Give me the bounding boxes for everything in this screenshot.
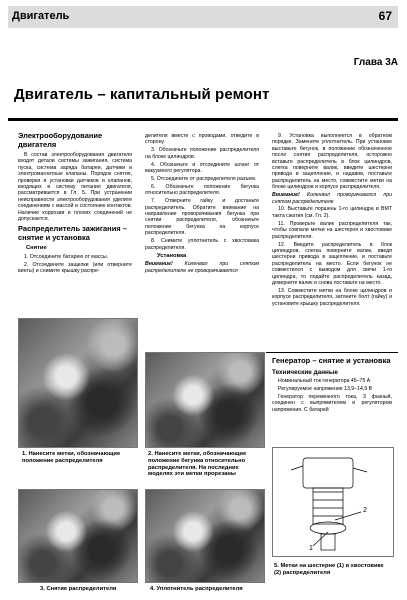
generator-heading: Генератор – снятие и установка (272, 356, 391, 365)
diagram-gear-marks (272, 447, 394, 557)
intro-paragraph: В состав электрооборудования двигателя входят детали системы зажигания, система пуска, система заряда батареи, датчики и электромагнитные клапаны. Порядок снятия, проверки и установки датчиков и клапанов, входящих в систему питания двигателя, рассматривается в Гл. 5. При устранении неисправности электрооборудования уделите соединениям с массой и состоянию контактов. Наличие коррозии и плохих соединений не допускается. (18, 152, 132, 223)
step-8: 8. Снимите уплотнитель с хвостовика распределителя. (145, 238, 259, 251)
chapter-label: Глава 3А (353, 57, 398, 68)
section-heading-electrical: Электрооборудование двигателя (18, 131, 103, 149)
step-12: 12. Введите распределитель в блок цилиндров, слегка поверните валик, введя шестерни привода в зацепление, и поставьте распределитель на место. Если бегунок не совместился с выводом для свечи 1-го цилиндра, то подайте распределитель назад, доверните валик и снова поставьте на место. (272, 241, 392, 286)
attention-note-2 (272, 192, 392, 205)
step-13: 13. Совместите метки на блоке цилиндров и корпусе распределителя, затяните болт (гайку) и установите крышку распределителя. (272, 287, 392, 307)
step-11: 11. Проверьте валик распределителя так, чтобы совпали метки на шестерня и хвостовике распределителя. (272, 220, 392, 240)
spec-voltage: Регулируемое напряжение 13,9–14,9 В (278, 385, 373, 392)
photo-distributor-removal (18, 489, 138, 583)
column-3 (272, 133, 392, 309)
attention-note-1 (145, 261, 259, 274)
attention-label-2: Внимание! (272, 192, 300, 199)
step-3: 3. Обозначьте положение распределителя на блоке цилиндров. (145, 147, 259, 160)
step-2: 2. Отсоедините защелки (или отверните винты) и снимите крышку распре- (18, 261, 132, 275)
photo-distributor-seal (145, 489, 265, 583)
attention-label-1: Внимание! (145, 261, 173, 268)
step-9: 9. Установка выполняется в обратном порядке. Замените уплотнитель. При установке выставьте бегунок, в положение обозначенное после снятия распределителя, осторожно вставьте распределитель в блок цилиндров, слегка поверните валик, введите шестерни привода в зацепление, и надавив, поставьте распределитель на место, совместите метки на блоке цилиндров и корпусе распределителя. (272, 133, 392, 191)
generator-section-rule (266, 352, 398, 353)
photo-distributor-marks (18, 318, 138, 448)
gear-diagram-drawing (273, 448, 393, 556)
running-header (8, 6, 398, 28)
step-1: 1. Отсоедините батарею от массы. (24, 253, 109, 260)
caption-5: 5. Метки на шестерне (1) и хвостовике (2) распределителя (274, 563, 384, 576)
section-heading-distributor: Распределитель зажигания – снятие и установка (18, 224, 127, 242)
generator-section (272, 357, 392, 414)
install-heading: Установка (157, 252, 187, 259)
attention-text-1: Коленвал при снятом распределителе не проворачивается (145, 261, 259, 274)
tech-data-heading: Технические данные (272, 368, 338, 376)
step-7: 7. Отверните гайку и достаньте распределитель. Обратите внимание на направление проворачивания бегунка при снятии распределителя, обозначьте положение бегунка на корпусе распределителя. (145, 198, 259, 237)
spec-current: Номинальный ток генератора 45–75 А (278, 377, 371, 384)
header-section-title: Двигатель (12, 10, 70, 22)
diagram-label-2: 2 (363, 507, 367, 514)
step-2-cont: делителя вместе с проводами, отведите в сторону. (145, 133, 259, 146)
removal-heading: Снятие (26, 245, 47, 252)
caption-4: 4. Уплотнитель распределителя (150, 586, 243, 592)
attention-text-2: Коленвал проворачивался при снятом распределителе (272, 192, 392, 205)
column-1 (18, 132, 132, 276)
column-2 (145, 133, 259, 276)
step-5: 5. Отсоедините от распределителя разъем. (151, 175, 257, 182)
step-10: 10. Выставьте поршень 1-го цилиндра в ВМТ такта сжатия (см. Гл. 2). (272, 206, 392, 219)
caption-1: 1. Нанесите метки, обозначающие положение распределителя (22, 451, 121, 464)
caption-3: 3. Снятие распределителя (40, 586, 117, 592)
step-6: 6. Обозначьте положение бегунка относительно распределителя. (145, 183, 259, 197)
page-number: 67 (378, 9, 392, 23)
spec-description: Генератор переменного тока, 3 фазный, соединен с выпрямителем и регулятором напряжения. С батарей (272, 393, 392, 413)
step-4: 4. Обозначьте и отсоедините шланг от вакуумного регулятора. (145, 161, 259, 175)
title-rule (8, 118, 398, 121)
page-title: Двигатель – капитальный ремонт (14, 86, 270, 103)
caption-2: 2. Нанесите метки, обозначающие положение бегунка относительно распределителя. На последних моделях эти метки прорезаны (148, 451, 247, 478)
photo-rotor-marks (145, 352, 265, 448)
diagram-label-1: 1 (309, 545, 313, 552)
